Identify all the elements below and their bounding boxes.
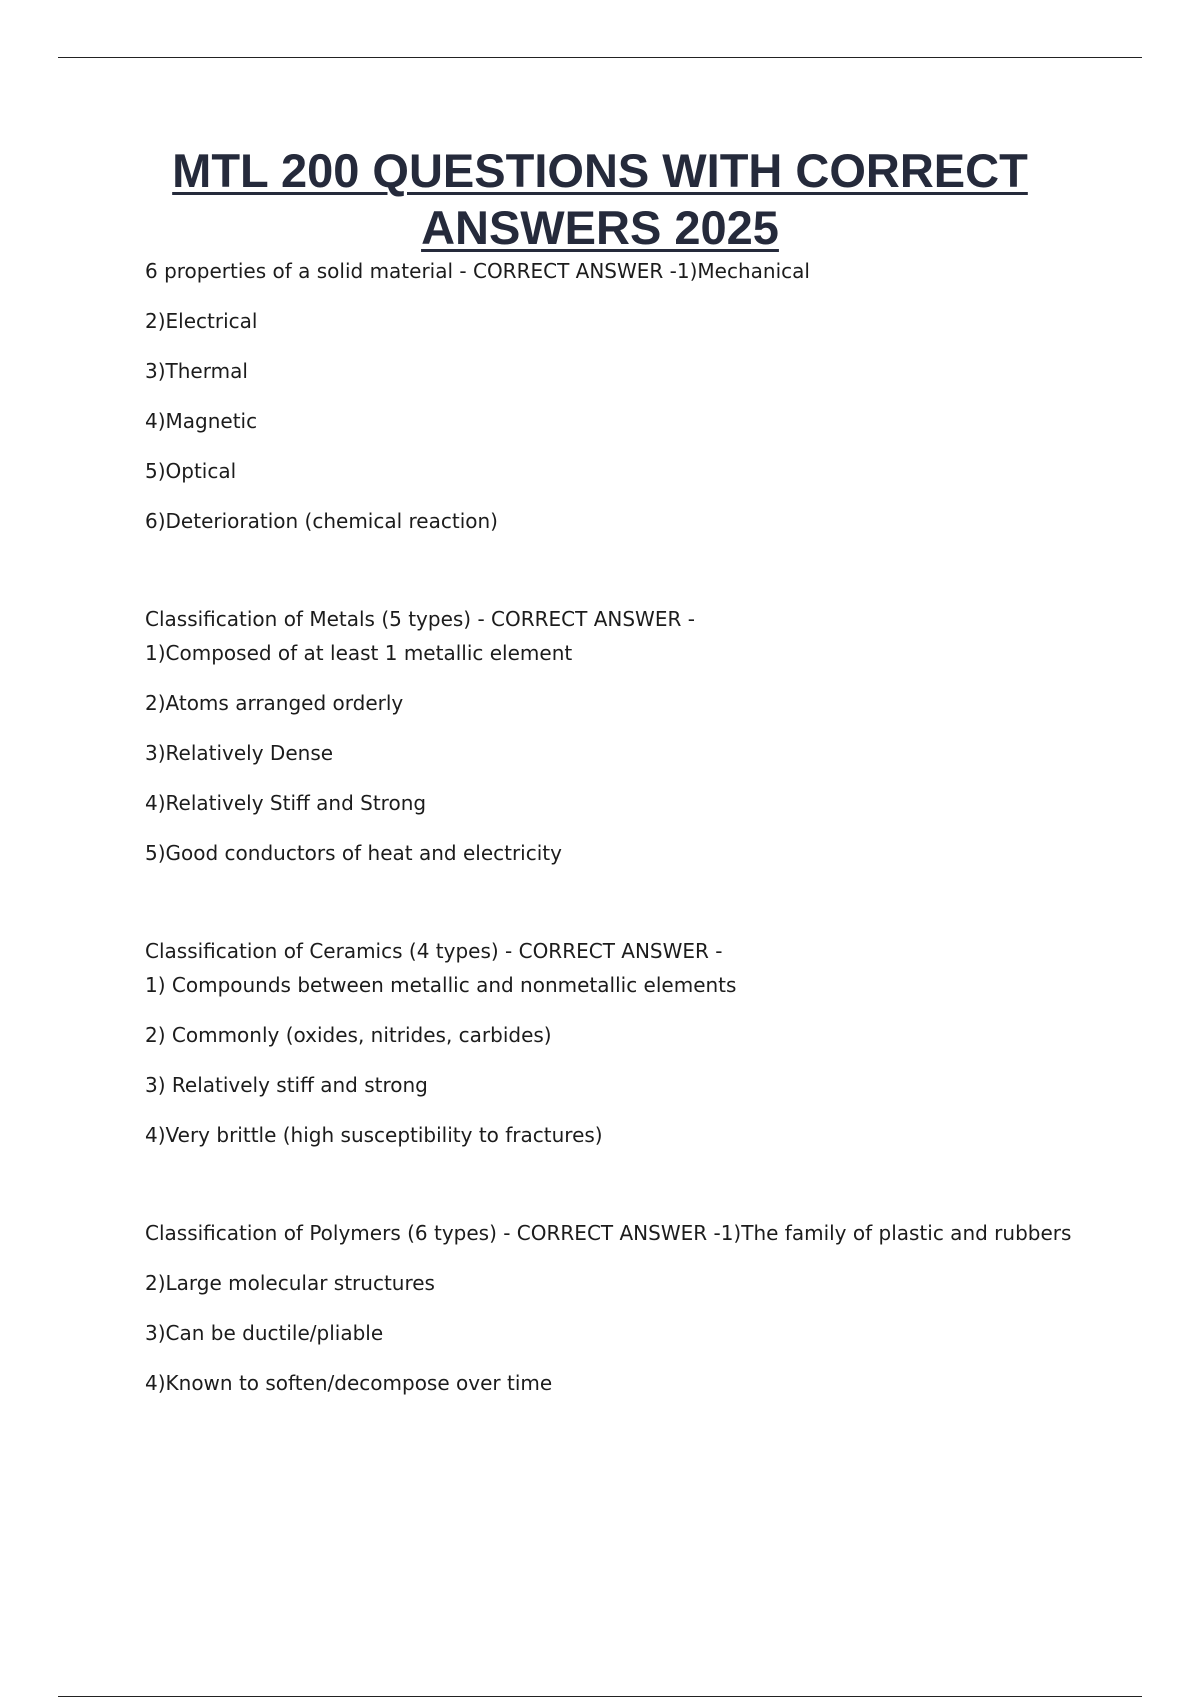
- answer-line: 4)Magnetic: [145, 409, 258, 433]
- question-block-properties: [145, 256, 1135, 556]
- top-divider: [58, 57, 1142, 58]
- question-line: Classification of Polymers (6 types) - CORRECT ANSWER -1)The family of plastic and rubbers: [145, 1221, 1072, 1245]
- bottom-divider: [58, 1696, 1142, 1697]
- answer-line: 5)Optical: [145, 459, 237, 483]
- page-title: [58, 142, 1142, 256]
- answer-line: 2)Electrical: [145, 309, 258, 333]
- answer-line: 3) Relatively stiff and strong: [145, 1073, 428, 1097]
- answer-line: 6)Deterioration (chemical reaction): [145, 509, 498, 533]
- question-block-metals: [145, 604, 1135, 888]
- answer-line: 2)Atoms arranged orderly: [145, 691, 404, 715]
- question-block-polymers: [145, 1218, 1135, 1418]
- answer-line: 1) Compounds between metallic and nonmetallic elements: [145, 973, 737, 997]
- title-line-2: ANSWERS 2025: [421, 201, 779, 254]
- answer-line: 4)Known to soften/decompose over time: [145, 1371, 553, 1395]
- answer-line: 2)Large molecular structures: [145, 1271, 435, 1295]
- answer-line: 4)Relatively Stiff and Strong: [145, 791, 427, 815]
- document-body: [145, 256, 1135, 1466]
- answer-line: 1)Composed of at least 1 metallic element: [145, 641, 573, 665]
- answer-line: 3)Thermal: [145, 359, 248, 383]
- question-line: Classification of Ceramics (4 types) - CORRECT ANSWER -: [145, 939, 723, 963]
- question-line: 6 properties of a solid material - CORRECT ANSWER -1)Mechanical: [145, 259, 810, 283]
- answer-line: 3)Can be ductile/pliable: [145, 1321, 384, 1345]
- question-line: Classification of Metals (5 types) - CORRECT ANSWER -: [145, 607, 695, 631]
- title-line-1: MTL 200 QUESTIONS WITH CORRECT: [172, 144, 1028, 197]
- answer-line: 4)Very brittle (high susceptibility to fractures): [145, 1123, 603, 1147]
- question-block-ceramics: [145, 936, 1135, 1170]
- answer-line: 2) Commonly (oxides, nitrides, carbides): [145, 1023, 552, 1047]
- answer-line: 5)Good conductors of heat and electricity: [145, 841, 562, 865]
- answer-line: 3)Relatively Dense: [145, 741, 334, 765]
